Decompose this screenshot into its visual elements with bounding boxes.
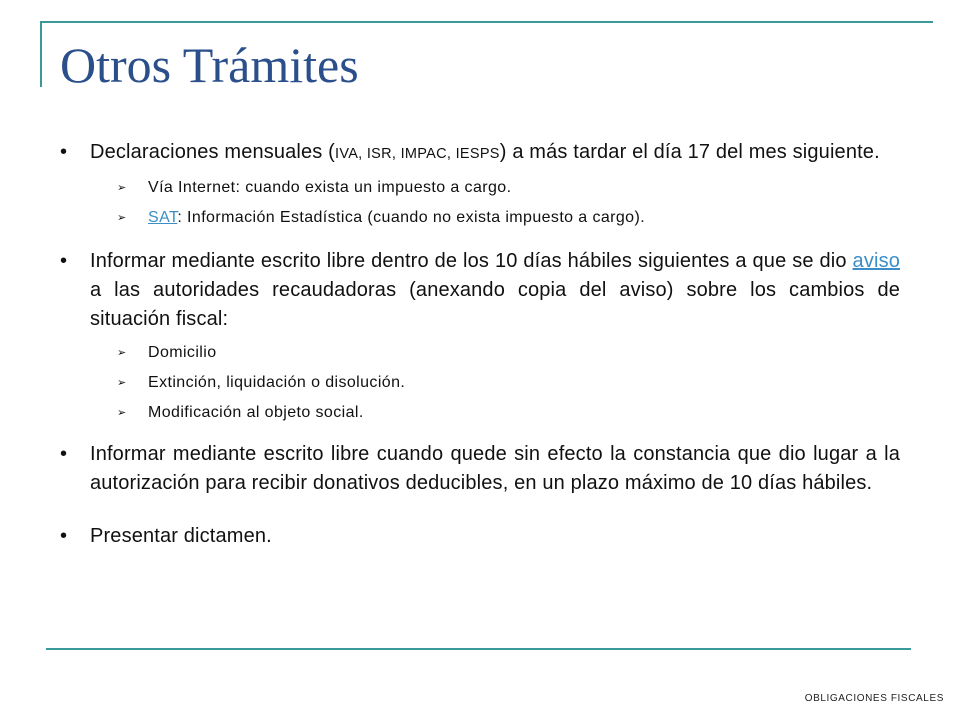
sat-link[interactable]: SAT	[148, 209, 178, 226]
bullet-text: ) a más tardar el día 17 del mes siguiente.	[499, 141, 880, 163]
sub-item-text: Domicilio	[148, 344, 217, 361]
slide-content	[60, 138, 900, 551]
footer-label: OBLIGACIONES FISCALES	[804, 693, 944, 704]
top-rule	[40, 21, 933, 23]
arrow-bullet-icon: ➢	[117, 212, 127, 224]
sub-list	[90, 173, 900, 233]
bullet-icon: •	[60, 141, 68, 163]
bullet-informar-cambios	[60, 247, 900, 428]
sub-item-text: : Información Estadística (cuando no exista impuesto a cargo).	[177, 209, 646, 226]
sub-item-extincion	[90, 368, 900, 398]
bullet-text: Presentar dictamen.	[90, 525, 272, 547]
bullet-text: Informar mediante escrito libre cuando quede sin efecto la constancia que dio lugar a la autorización para recibir donativos deducibles, en un plazo máximo de 10 días hábiles.	[90, 443, 900, 494]
arrow-bullet-icon: ➢	[117, 377, 127, 389]
sub-item-via-internet	[90, 173, 900, 203]
sub-item-text: Extinción, liquidación o disolución.	[148, 374, 406, 391]
bullet-informar-constancia	[60, 440, 900, 498]
aviso-link[interactable]: aviso	[852, 250, 900, 272]
arrow-bullet-icon: ➢	[117, 347, 127, 359]
sub-item-sat	[90, 203, 900, 233]
arrow-bullet-icon: ➢	[117, 407, 127, 419]
sub-list	[90, 338, 900, 428]
bullet-text: Declaraciones mensuales (	[90, 141, 335, 163]
sub-item-text: Modificación al objeto social.	[148, 404, 364, 421]
bullet-declaraciones	[60, 138, 900, 233]
bottom-rule	[46, 648, 911, 650]
bullet-icon: •	[60, 250, 68, 272]
bullet-presentar-dictamen	[60, 522, 900, 551]
bullet-icon: •	[60, 443, 68, 465]
slide-title: Otros Trámites	[60, 37, 359, 93]
sub-item-modificacion	[90, 398, 900, 428]
sub-item-domicilio	[90, 338, 900, 368]
bullet-text: Informar mediante escrito libre dentro de los 10 días hábiles siguientes a que se dio	[90, 250, 853, 272]
bullet-text: a las autoridades recaudadoras (anexando copia del aviso) sobre los cambios de situación fiscal:	[90, 279, 900, 330]
arrow-bullet-icon: ➢	[117, 182, 127, 194]
sub-item-text: Vía Internet: cuando exista un impuesto a cargo.	[148, 179, 512, 196]
tax-list-text: IVA, ISR, IMPAC, IESPS	[334, 146, 500, 162]
left-rule	[40, 21, 42, 87]
bullet-icon: •	[60, 525, 68, 547]
